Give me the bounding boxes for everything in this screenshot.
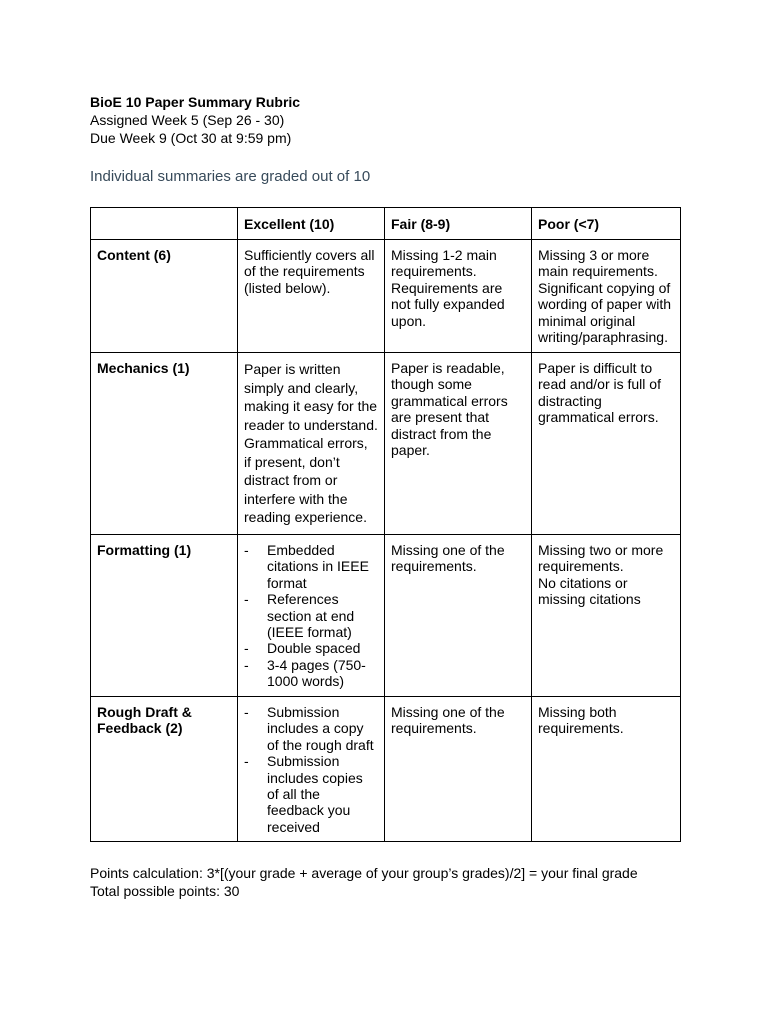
poor-cell: Missing 3 or more main requirements. Significant copying of wording of paper with minimal original writing/paraphrasing. (532, 240, 681, 353)
header-cell-excellent: Excellent (10) (238, 208, 385, 240)
page-title: BioE 10 Paper Summary Rubric (90, 94, 301, 110)
excellent-cell (238, 697, 385, 842)
total-points: Total possible points: 30 (90, 883, 240, 899)
requirements-list (244, 542, 378, 690)
criterion-cell: Rough Draft & Feedback (2) (91, 697, 238, 842)
requirements-list (244, 704, 378, 835)
criterion-cell: Formatting (1) (91, 535, 238, 697)
table-row-rough-draft (91, 697, 681, 842)
poor-cell (532, 535, 681, 697)
list-item: - 3-4 pages (750-1000 words) (244, 657, 378, 690)
header-cell-poor: Poor (<7) (532, 208, 681, 240)
poor-cell: Paper is difficult to read and/or is full of distracting grammatical errors. (532, 353, 681, 535)
header-cell-empty (91, 208, 238, 240)
fair-cell: Missing 1-2 main requirements. Requirements are not fully expanded upon. (385, 240, 532, 353)
excellent-cell: Paper is written simply and clearly, making it easy for the reader to understand. Grammatical errors, if present, don’t distract from or interfere with the reading experience. (238, 353, 385, 535)
fair-cell: Paper is readable, though some grammatical errors are present that distract from the paper. (385, 353, 532, 535)
table-row-mechanics (91, 353, 681, 535)
due-date: Due Week 9 (Oct 30 at 9:59 pm) (90, 130, 292, 146)
criterion-cell: Content (6) (91, 240, 238, 353)
criterion-cell: Mechanics (1) (91, 353, 238, 535)
list-item: - Double spaced (244, 640, 378, 656)
points-calculation: Points calculation: 3*[(your grade + average of your group’s grades)/2] = your final grade (90, 865, 638, 881)
table-row-formatting (91, 535, 681, 697)
fair-cell: Missing one of the requirements. (385, 697, 532, 842)
grading-subtitle: Individual summaries are graded out of 10 (90, 168, 371, 185)
poor-line: Missing two or more requirements. (538, 542, 664, 575)
list-item: - Embedded citations in IEEE format (244, 542, 378, 591)
excellent-cell: Sufficiently covers all of the requirements (listed below). (238, 240, 385, 353)
poor-line: No citations or missing citations (538, 574, 641, 608)
poor-cell: Missing both requirements. (532, 697, 681, 842)
excellent-cell (238, 535, 385, 697)
rubric-table (90, 207, 681, 842)
list-item: - Submission includes a copy of the rough draft (244, 704, 378, 753)
header-cell-fair: Fair (8-9) (385, 208, 532, 240)
fair-cell: Missing one of the requirements. (385, 535, 532, 697)
table-row-content (91, 240, 681, 353)
list-item: - References section at end (IEEE format) (244, 591, 378, 640)
table-header-row (91, 208, 681, 240)
assigned-date: Assigned Week 5 (Sep 26 - 30) (90, 112, 285, 128)
list-item: - Submission includes copies of all the feedback you received (244, 753, 378, 835)
